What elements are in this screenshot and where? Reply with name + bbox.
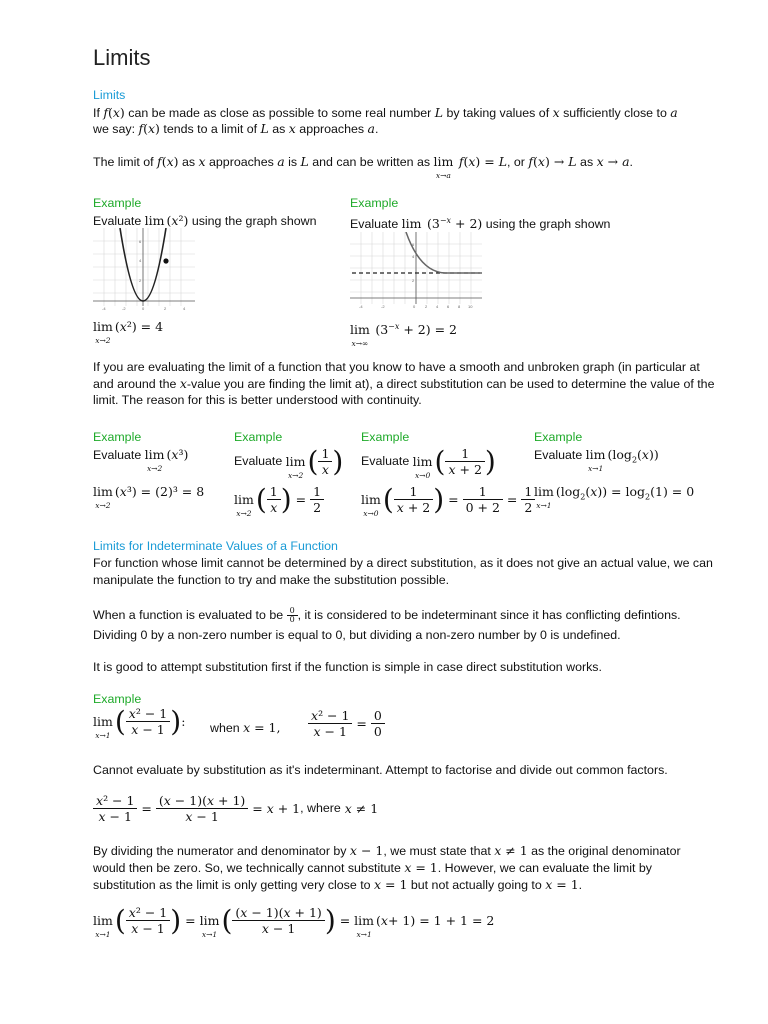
example-1-prompt: Evaluate lim (x²) using the graph shown [93,213,317,228]
x-tick: -2 [122,306,126,311]
x-tick: 2 [425,304,428,309]
x-tick: 6 [447,304,450,309]
indeterminate-paragraph-2a: When a function is evaluated to be $\frac{0}{0}$ , it is considered to be indeterminant since it has conflicting defintions. [93,606,681,625]
x-tick: 8 [458,304,461,309]
x-tick: 4 [183,306,186,311]
x-tick: 0 [413,304,416,309]
example-label-3: Example [93,430,142,444]
dividing-paragraph-line-1: By dividing the numerator and denominator by x − 1, we must state that x ≠ 1 as the original denominator [93,843,681,858]
example-6-prompt: Evaluate lim x→1 $(\log_2(x))$ [534,447,659,473]
indeterminate-paragraph-2b: Dividing 0 by a non-zero number is equal to 0, but dividing a non-zero number by 0 is undefined. [93,628,621,642]
example-label-4: Example [234,430,283,444]
x-tick: 2 [164,306,167,311]
example-6-answer: lim x→1 $(\log_2(x)) = \log_2(1) = 0$ [534,484,695,510]
example-label-2: Example [350,196,399,210]
dividing-paragraph-line-2: would then be zero. So, we technically cannot substitute x = 1. However, we can evaluate the limit by [93,860,652,875]
example-3-answer: lim x→2 (x³) = (2)³ = 8 [93,484,205,510]
y-tick: 2 [412,278,415,283]
example-4-prompt: Evaluate lim x→2 ( $\frac{1}{x}$ ) [234,444,344,480]
y-tick: 6 [412,242,415,247]
example-5-answer: lim x→0 ( $\frac{1}{x + 2}$ ) = $\frac{1}{0 + 2}$ = $\frac{1}{2}$ [361,484,535,515]
example-2-prompt: Evaluate lim $(3^{-x} + 2)$ using the graph shown [350,216,611,232]
example-label-1: Example [93,196,142,210]
example-label-5: Example [361,430,410,444]
example-3-prompt: Evaluate lim x→2 (x³) [93,447,189,473]
y-tick: 2 [139,278,142,283]
x-tick: 10 [468,304,473,309]
exponential-graph [350,232,482,312]
final-limit-equation: lim x→1 ( $\frac{\text{x² − 1}}{x - 1}$ ) = lim x→1 ( $\frac{(x - 1)(x + 1)}{x - 1}$ ) = lim x→1 ( x + 1) = 1 + 1 = 2 [93,903,495,939]
example-7-when: when x = 1, [210,720,281,735]
example-2-answer: lim x→∞ $(3^{-x} + 2) = 2$ [350,322,457,349]
definition-line-3: The limit of f(x) as x approaches a is L and can be written as lim x→a f(x) = L, or f(x) → L as x → a. [93,154,633,180]
y-tick: 4 [139,258,142,263]
factorise-equation: $\frac{\text{x² − 1}}{x - 1}$ = $\frac{(x - 1)(x + 1)}{x - 1}$ = x + 1 , where x ≠ 1 [93,793,378,824]
x-tick: 0 [142,306,145,311]
dividing-paragraph-line-3: substitution as the limit is only getting very close to x = 1 but not actually going to x = 1. [93,877,583,892]
example-label-7: Example [93,692,142,706]
indeterminate-paragraph-3: It is good to attempt substitution first if the function is simple in case direct substitution works. [93,660,602,674]
example-label-6: Example [534,430,583,444]
example-7-substitution: $\frac{\text{x² − 1}}{x - 1}$ = $\frac{0}{0}$ [308,708,385,739]
section-heading-limits: Limits [93,88,126,102]
cannot-evaluate-text: Cannot evaluate by substitution as it's indeterminant. Attempt to factorise and divide out common factors. [93,763,668,777]
parabola-graph [93,228,195,314]
smooth-graph-paragraph: If you are evaluating the limit of a function that you know to have a smooth and unbroken graph (in particular at and around the x-value you are finding the limit at), a direct substitution can be used to determine the value of the limit. The reason for this is better understood with continuity. [93,360,715,407]
x-tick: -4 [102,306,106,311]
example-7-expression: lim x→1 ( $\frac{\text{x² − 1}}{x - 1}$ ) : [93,704,186,740]
x-tick: 4 [436,304,439,309]
indeterminate-paragraph-1: For function whose limit cannot be determined by a direct substitution, as it does not give an actual value, we can manipulate the function to try and make the substitution possible. [93,556,713,587]
example-1-answer: lim x→2 (x²) = 4 [93,319,164,345]
section-heading-indeterminate: Limits for Indeterminate Values of a Function [93,539,338,553]
example-4-answer: lim x→2 ( $\frac{1}{x}$ ) = $\frac{1}{2}$ [234,484,324,515]
example-5-prompt: Evaluate lim x→0 ( $\frac{1}{x + 2}$ ) [361,444,496,480]
x-tick: -2 [381,304,385,309]
page-title: Limits [93,45,151,70]
definition-line-2: we say: f(x) tends to a limit of L as x approaches a. [93,121,379,136]
definition-line-1: If f(x) can be made as close as possible to some real number L by taking values of x sufficiently close to a [93,105,678,120]
x-tick: -4 [359,304,363,309]
y-tick: 6 [139,239,142,244]
y-tick: 4 [412,254,415,259]
